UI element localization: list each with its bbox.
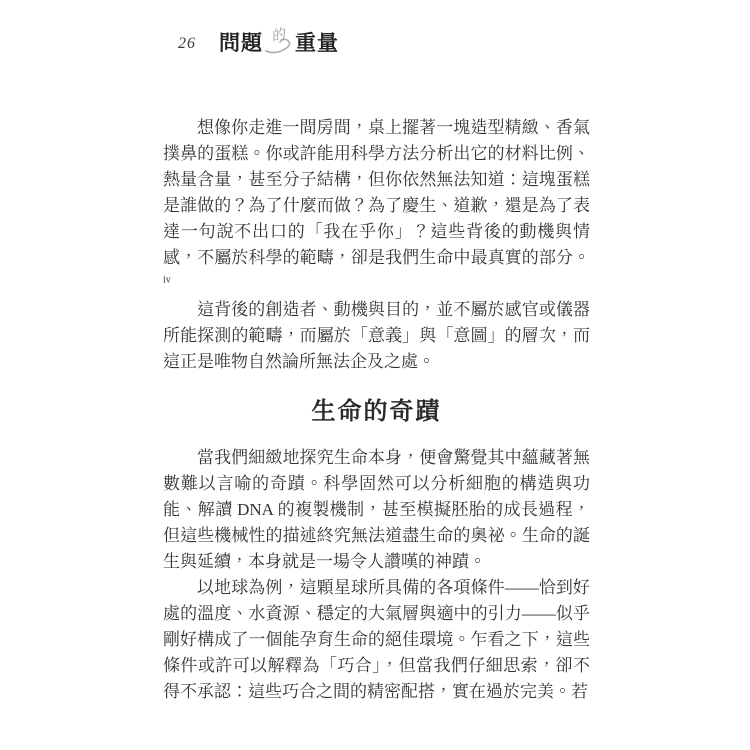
paragraph-1-text: 想像你走進一間房間，桌上擺著一塊造型精緻、香氣撲鼻的蛋糕。你或許能用科學方法分析出它的材料比例、熱量含量，甚至分子結構，但你依然無法知道：這塊蛋糕是誰做的？為了什麼而做？為了慶生、道歉，還是為了表達一句說不出口的「我在乎你」？這些背後的動機與情感，不屬於科學的範疇，卻是我們生命中最真實的部分。 xyxy=(163,118,590,267)
page-number: 26 xyxy=(178,35,196,52)
paragraph-3: 當我們細緻地探究生命本身，便會驚覺其中蘊藏著無數難以言喻的奇蹟。科學固然可以分析細胞的構造與功能、解讀 DNA 的複製機制，甚至模擬胚胎的成長過程，但這些機械性的描述終究無法道盡生命的奧祕。生命的誕生與延續，本身就是一場令人讚嘆的神蹟。 xyxy=(163,448,590,571)
decorative-de-glyph xyxy=(263,28,295,56)
running-title-part2: 重量 xyxy=(295,31,339,55)
paragraph-1 xyxy=(163,115,590,297)
decorative-de-char: 的 xyxy=(269,27,287,46)
section-heading: 生命的奇蹟 xyxy=(311,399,442,425)
paragraph-4: 以地球為例，這顆星球所具備的各項條件——恰到好處的溫度、水資源、穩定的大氣層與適中的引力——似乎剛好構成了一個能孕育生命的絕佳環境。乍看之下，這些條件或許可以解釋為「巧合」，但當我們仔細思索，卻不得不承認：這些巧合之間的精密配搭，實在過於完美。若 xyxy=(163,578,590,701)
running-title-part1: 問題 xyxy=(219,31,263,55)
running-header xyxy=(178,27,339,53)
body-text-column xyxy=(163,115,590,705)
footnote-marker-iv: iv xyxy=(163,274,171,286)
paragraph-2: 這背後的創造者、動機與目的，並不屬於感官或儀器所能探測的範疇，而屬於「意義」與「意圖」的層次，而這正是唯物自然論所無法企及之處。 xyxy=(163,300,590,371)
